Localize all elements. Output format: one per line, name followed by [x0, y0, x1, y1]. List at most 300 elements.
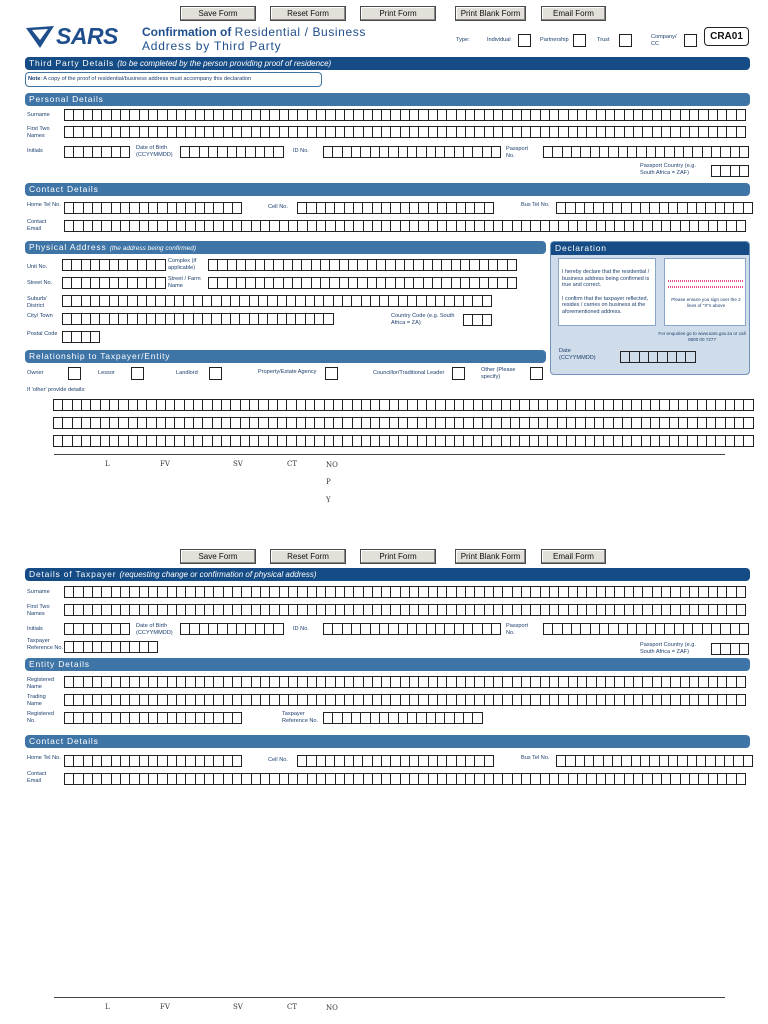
char-box[interactable] — [82, 418, 91, 428]
char-box[interactable] — [679, 418, 688, 428]
char-box[interactable] — [158, 221, 167, 231]
char-box[interactable] — [280, 110, 289, 120]
unit-no-input[interactable] — [62, 259, 166, 271]
char-box[interactable] — [269, 436, 278, 446]
char-box[interactable] — [354, 203, 363, 213]
char-box[interactable] — [522, 221, 531, 231]
char-box[interactable] — [604, 203, 613, 213]
char-box[interactable] — [690, 774, 699, 784]
char-box[interactable] — [622, 203, 631, 213]
char-box[interactable] — [259, 314, 268, 324]
char-box[interactable] — [326, 110, 335, 120]
char-box[interactable] — [140, 774, 149, 784]
char-box[interactable] — [457, 695, 466, 705]
char-box[interactable] — [485, 221, 494, 231]
char-box[interactable] — [84, 127, 93, 137]
char-box[interactable] — [740, 624, 749, 634]
char-box[interactable] — [485, 605, 494, 615]
char-box[interactable] — [606, 587, 615, 597]
char-box[interactable] — [557, 756, 566, 766]
char-box[interactable] — [669, 756, 678, 766]
char-box[interactable] — [401, 221, 410, 231]
passport-country-input[interactable] — [711, 165, 749, 177]
char-box[interactable] — [63, 278, 72, 288]
char-box[interactable] — [214, 605, 223, 615]
tp-id-no-input[interactable] — [323, 623, 501, 635]
char-box[interactable] — [586, 436, 595, 446]
char-box[interactable] — [697, 203, 706, 213]
char-box[interactable] — [419, 677, 428, 687]
char-box[interactable] — [82, 436, 91, 446]
char-box[interactable] — [382, 587, 391, 597]
char-box[interactable] — [102, 713, 111, 723]
char-box[interactable] — [531, 221, 540, 231]
char-box[interactable] — [84, 624, 93, 634]
char-box[interactable] — [63, 418, 72, 428]
char-box[interactable] — [634, 110, 643, 120]
char-box[interactable] — [731, 166, 740, 176]
char-box[interactable] — [270, 587, 279, 597]
char-box[interactable] — [93, 677, 102, 687]
char-box[interactable] — [399, 624, 408, 634]
char-box[interactable] — [408, 400, 417, 410]
char-box[interactable] — [452, 260, 461, 270]
char-box[interactable] — [653, 677, 662, 687]
char-box[interactable] — [619, 624, 628, 634]
char-box[interactable] — [662, 774, 671, 784]
char-box[interactable] — [102, 605, 111, 615]
char-box[interactable] — [513, 110, 522, 120]
char-box[interactable] — [634, 695, 643, 705]
char-box[interactable] — [399, 400, 408, 410]
char-box[interactable] — [205, 677, 214, 687]
char-box[interactable] — [168, 221, 177, 231]
char-box[interactable] — [373, 587, 382, 597]
char-box[interactable] — [475, 756, 484, 766]
char-box[interactable] — [65, 624, 74, 634]
char-box[interactable] — [333, 713, 342, 723]
char-box[interactable] — [581, 147, 590, 157]
char-box[interactable] — [662, 695, 671, 705]
char-box[interactable] — [466, 127, 475, 137]
char-box[interactable] — [214, 756, 223, 766]
char-box[interactable] — [569, 677, 578, 687]
char-box[interactable] — [586, 400, 595, 410]
char-box[interactable] — [128, 314, 137, 324]
char-box[interactable] — [567, 400, 576, 410]
reset-form-button[interactable]: Reset Form — [270, 6, 346, 21]
char-box[interactable] — [298, 127, 307, 137]
char-box[interactable] — [662, 605, 671, 615]
councillor-checkbox[interactable] — [452, 367, 465, 380]
char-box[interactable] — [662, 221, 671, 231]
char-box[interactable] — [203, 436, 212, 446]
char-box[interactable] — [325, 418, 334, 428]
char-box[interactable] — [352, 624, 361, 634]
char-box[interactable] — [390, 400, 399, 410]
char-box[interactable] — [237, 147, 246, 157]
char-box[interactable] — [91, 332, 100, 342]
char-box[interactable] — [168, 677, 177, 687]
char-box[interactable] — [433, 278, 442, 288]
char-box[interactable] — [660, 203, 669, 213]
char-box[interactable] — [102, 110, 111, 120]
char-box[interactable] — [315, 400, 324, 410]
char-box[interactable] — [265, 624, 274, 634]
char-box[interactable] — [252, 677, 261, 687]
char-box[interactable] — [464, 147, 473, 157]
char-box[interactable] — [438, 756, 447, 766]
char-box[interactable] — [474, 436, 483, 446]
char-box[interactable] — [177, 605, 186, 615]
char-box[interactable] — [73, 400, 82, 410]
char-box[interactable] — [298, 605, 307, 615]
char-box[interactable] — [615, 221, 624, 231]
char-box[interactable] — [386, 260, 395, 270]
char-box[interactable] — [121, 147, 130, 157]
char-box[interactable] — [110, 436, 119, 446]
char-box[interactable] — [576, 436, 585, 446]
char-box[interactable] — [297, 436, 306, 446]
char-box[interactable] — [168, 713, 177, 723]
char-box[interactable] — [669, 203, 678, 213]
char-box[interactable] — [91, 436, 100, 446]
char-box[interactable] — [681, 110, 690, 120]
char-box[interactable] — [737, 110, 746, 120]
char-box[interactable] — [287, 314, 296, 324]
char-box[interactable] — [63, 260, 72, 270]
char-box[interactable] — [233, 587, 242, 597]
char-box[interactable] — [494, 605, 503, 615]
char-box[interactable] — [380, 713, 389, 723]
char-box[interactable] — [326, 774, 335, 784]
char-box[interactable] — [205, 221, 214, 231]
char-box[interactable] — [707, 418, 716, 428]
char-box[interactable] — [643, 587, 652, 597]
char-box[interactable] — [177, 774, 186, 784]
char-box[interactable] — [224, 203, 233, 213]
char-box[interactable] — [684, 147, 693, 157]
char-box[interactable] — [93, 695, 102, 705]
char-box[interactable] — [361, 624, 370, 634]
char-box[interactable] — [502, 418, 511, 428]
char-box[interactable] — [576, 418, 585, 428]
char-box[interactable] — [256, 278, 265, 288]
char-box[interactable] — [168, 203, 177, 213]
char-box[interactable] — [494, 587, 503, 597]
char-box[interactable] — [530, 400, 539, 410]
char-box[interactable] — [706, 756, 715, 766]
char-box[interactable] — [240, 296, 249, 306]
char-box[interactable] — [196, 695, 205, 705]
char-box[interactable] — [186, 774, 195, 784]
char-box[interactable] — [726, 418, 735, 428]
char-box[interactable] — [382, 605, 391, 615]
char-box[interactable] — [74, 203, 83, 213]
char-box[interactable] — [326, 605, 335, 615]
char-box[interactable] — [531, 695, 540, 705]
char-box[interactable] — [130, 587, 139, 597]
char-box[interactable] — [129, 418, 138, 428]
char-box[interactable] — [380, 296, 389, 306]
char-box[interactable] — [380, 624, 389, 634]
first-names-input[interactable] — [64, 126, 746, 138]
char-box[interactable] — [63, 332, 72, 342]
char-box[interactable] — [615, 127, 624, 137]
char-box[interactable] — [358, 278, 367, 288]
char-box[interactable] — [209, 278, 218, 288]
char-box[interactable] — [699, 221, 708, 231]
char-box[interactable] — [414, 278, 423, 288]
tp-tax-ref-input[interactable] — [64, 641, 158, 653]
char-box[interactable] — [660, 436, 669, 446]
char-box[interactable] — [429, 127, 438, 137]
other-checkbox[interactable] — [530, 367, 543, 380]
char-box[interactable] — [455, 400, 464, 410]
char-box[interactable] — [93, 774, 102, 784]
char-box[interactable] — [563, 624, 572, 634]
initials-input[interactable] — [64, 146, 130, 158]
char-box[interactable] — [130, 221, 139, 231]
char-box[interactable] — [149, 203, 158, 213]
char-box[interactable] — [513, 695, 522, 705]
email-form-button[interactable]: Email Form — [541, 6, 606, 21]
char-box[interactable] — [168, 110, 177, 120]
char-box[interactable] — [740, 644, 749, 654]
char-box[interactable] — [541, 774, 550, 784]
char-box[interactable] — [389, 624, 398, 634]
char-box[interactable] — [699, 774, 708, 784]
char-box[interactable] — [513, 605, 522, 615]
char-box[interactable] — [686, 352, 695, 362]
char-box[interactable] — [737, 677, 746, 687]
char-box[interactable] — [688, 203, 697, 213]
char-box[interactable] — [457, 203, 466, 213]
char-box[interactable] — [93, 127, 102, 137]
char-box[interactable] — [274, 624, 283, 634]
char-box[interactable] — [559, 677, 568, 687]
tp-passport-country-input[interactable] — [711, 643, 749, 655]
char-box[interactable] — [354, 587, 363, 597]
char-box[interactable] — [345, 110, 354, 120]
char-box[interactable] — [166, 314, 175, 324]
char-box[interactable] — [326, 756, 335, 766]
char-box[interactable] — [665, 624, 674, 634]
char-box[interactable] — [65, 713, 74, 723]
char-box[interactable] — [494, 110, 503, 120]
char-box[interactable] — [280, 695, 289, 705]
char-box[interactable] — [658, 352, 667, 362]
char-box[interactable] — [246, 260, 255, 270]
char-box[interactable] — [166, 436, 175, 446]
char-box[interactable] — [511, 436, 520, 446]
char-box[interactable] — [503, 677, 512, 687]
char-box[interactable] — [157, 400, 166, 410]
char-box[interactable] — [130, 713, 139, 723]
char-box[interactable] — [698, 418, 707, 428]
char-box[interactable] — [531, 605, 540, 615]
char-box[interactable] — [572, 147, 581, 157]
char-box[interactable] — [485, 110, 494, 120]
char-box[interactable] — [278, 436, 287, 446]
char-box[interactable] — [252, 605, 261, 615]
char-box[interactable] — [280, 677, 289, 687]
char-box[interactable] — [436, 624, 445, 634]
char-box[interactable] — [457, 677, 466, 687]
char-box[interactable] — [280, 587, 289, 597]
char-box[interactable] — [744, 756, 753, 766]
char-box[interactable] — [606, 695, 615, 705]
char-box[interactable] — [209, 624, 218, 634]
char-box[interactable] — [358, 260, 367, 270]
char-box[interactable] — [455, 713, 464, 723]
char-box[interactable] — [735, 436, 744, 446]
tp-first-names-input[interactable] — [64, 604, 746, 616]
char-box[interactable] — [228, 147, 237, 157]
char-box[interactable] — [231, 418, 240, 428]
char-box[interactable] — [241, 436, 250, 446]
char-box[interactable] — [112, 677, 121, 687]
char-box[interactable] — [214, 695, 223, 705]
char-box[interactable] — [196, 774, 205, 784]
char-box[interactable] — [256, 260, 265, 270]
char-box[interactable] — [678, 756, 687, 766]
char-box[interactable] — [308, 587, 317, 597]
char-box[interactable] — [84, 587, 93, 597]
char-box[interactable] — [522, 127, 531, 137]
char-box[interactable] — [293, 260, 302, 270]
char-box[interactable] — [325, 400, 334, 410]
char-box[interactable] — [112, 756, 121, 766]
char-box[interactable] — [382, 127, 391, 137]
char-box[interactable] — [675, 147, 684, 157]
complex-input[interactable] — [208, 259, 517, 271]
char-box[interactable] — [224, 695, 233, 705]
char-box[interactable] — [399, 296, 408, 306]
char-box[interactable] — [335, 756, 344, 766]
char-box[interactable] — [353, 436, 362, 446]
char-box[interactable] — [716, 418, 725, 428]
char-box[interactable] — [196, 221, 205, 231]
char-box[interactable] — [600, 147, 609, 157]
char-box[interactable] — [446, 436, 455, 446]
tp-surname-input[interactable] — [64, 586, 746, 598]
char-box[interactable] — [158, 756, 167, 766]
char-box[interactable] — [91, 418, 100, 428]
char-box[interactable] — [559, 110, 568, 120]
char-box[interactable] — [110, 400, 119, 410]
char-box[interactable] — [84, 642, 93, 652]
char-box[interactable] — [438, 587, 447, 597]
char-box[interactable] — [307, 203, 316, 213]
char-box[interactable] — [405, 260, 414, 270]
char-box[interactable] — [410, 110, 419, 120]
char-box[interactable] — [364, 695, 373, 705]
print-blank-form-button[interactable]: Print Blank Form — [455, 6, 526, 21]
char-box[interactable] — [156, 296, 165, 306]
char-box[interactable] — [531, 110, 540, 120]
char-box[interactable] — [698, 400, 707, 410]
char-box[interactable] — [401, 774, 410, 784]
char-box[interactable] — [345, 756, 354, 766]
char-box[interactable] — [194, 296, 203, 306]
char-box[interactable] — [317, 203, 326, 213]
char-box[interactable] — [317, 756, 326, 766]
char-box[interactable] — [147, 296, 156, 306]
char-box[interactable] — [628, 624, 637, 634]
char-box[interactable] — [475, 605, 484, 615]
char-box[interactable] — [74, 695, 83, 705]
char-box[interactable] — [190, 147, 199, 157]
char-box[interactable] — [128, 296, 137, 306]
char-box[interactable] — [112, 642, 121, 652]
char-box[interactable] — [550, 110, 559, 120]
char-box[interactable] — [391, 774, 400, 784]
char-box[interactable] — [280, 605, 289, 615]
char-box[interactable] — [419, 756, 428, 766]
char-box[interactable] — [63, 400, 72, 410]
char-box[interactable] — [363, 756, 372, 766]
char-box[interactable] — [74, 756, 83, 766]
char-box[interactable] — [737, 127, 746, 137]
char-box[interactable] — [721, 166, 730, 176]
char-box[interactable] — [214, 203, 223, 213]
char-box[interactable] — [597, 677, 606, 687]
char-box[interactable] — [502, 436, 511, 446]
char-box[interactable] — [651, 418, 660, 428]
char-box[interactable] — [373, 695, 382, 705]
char-box[interactable] — [377, 278, 386, 288]
char-box[interactable] — [604, 436, 613, 446]
char-box[interactable] — [112, 147, 121, 157]
char-box[interactable] — [473, 713, 482, 723]
char-box[interactable] — [74, 774, 83, 784]
char-box[interactable] — [82, 332, 91, 342]
char-box[interactable] — [614, 400, 623, 410]
char-box[interactable] — [408, 147, 417, 157]
char-box[interactable] — [184, 296, 193, 306]
char-box[interactable] — [371, 147, 380, 157]
char-box[interactable] — [93, 624, 102, 634]
char-box[interactable] — [709, 221, 718, 231]
char-box[interactable] — [643, 695, 652, 705]
char-box[interactable] — [326, 587, 335, 597]
char-box[interactable] — [483, 296, 492, 306]
char-box[interactable] — [140, 756, 149, 766]
char-box[interactable] — [632, 203, 641, 213]
char-box[interactable] — [681, 605, 690, 615]
char-box[interactable] — [522, 587, 531, 597]
char-box[interactable] — [419, 221, 428, 231]
char-box[interactable] — [671, 127, 680, 137]
char-box[interactable] — [567, 418, 576, 428]
char-box[interactable] — [306, 436, 315, 446]
char-box[interactable] — [102, 203, 111, 213]
char-box[interactable] — [259, 400, 268, 410]
char-box[interactable] — [91, 260, 100, 270]
char-box[interactable] — [121, 624, 130, 634]
char-box[interactable] — [417, 147, 426, 157]
char-box[interactable] — [401, 677, 410, 687]
char-box[interactable] — [121, 221, 130, 231]
char-box[interactable] — [550, 695, 559, 705]
char-box[interactable] — [665, 147, 674, 157]
char-box[interactable] — [373, 677, 382, 687]
char-box[interactable] — [158, 713, 167, 723]
char-box[interactable] — [541, 605, 550, 615]
char-box[interactable] — [735, 418, 744, 428]
char-box[interactable] — [250, 296, 259, 306]
